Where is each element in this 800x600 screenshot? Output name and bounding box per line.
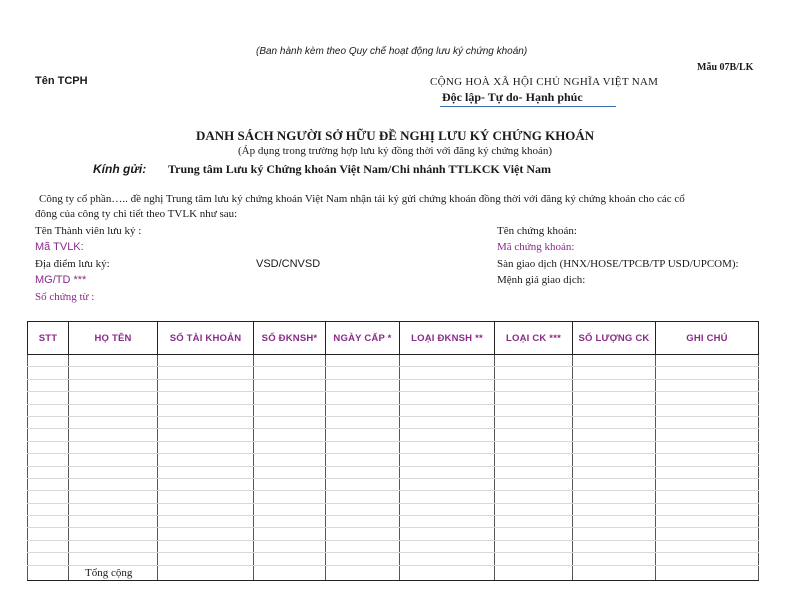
- table-row: [28, 478, 759, 490]
- table-cell: [69, 540, 158, 552]
- table-cell: [326, 379, 400, 391]
- table-cell: [69, 503, 158, 515]
- table-cell: [573, 454, 656, 466]
- table-cell: [400, 404, 495, 416]
- table-cell: [656, 392, 759, 404]
- col-header-loai-dknsh: LOẠI ĐKNSH **: [400, 322, 495, 355]
- table-cell: [254, 478, 326, 490]
- doc-number-field: Số chứng từ :: [35, 291, 95, 303]
- table-cell: [573, 540, 656, 552]
- table-cell: [28, 392, 69, 404]
- table-row: [28, 528, 759, 540]
- table-cell: [28, 553, 69, 565]
- table-row: [28, 454, 759, 466]
- table-cell: [495, 466, 573, 478]
- table-cell: [400, 441, 495, 453]
- recipient-name: Trung tâm Lưu ký Chứng khoán Việt Nam/Chi nhánh TTLKCK Việt Nam: [168, 162, 552, 176]
- total-row: [28, 565, 759, 580]
- table-cell: [656, 466, 759, 478]
- table-row: [28, 379, 759, 391]
- table-cell: [400, 553, 495, 565]
- table-cell: [495, 355, 573, 367]
- table-cell: [28, 528, 69, 540]
- table-cell: [254, 429, 326, 441]
- table-cell: [28, 516, 69, 528]
- table-cell: [158, 491, 254, 503]
- table-cell: [254, 392, 326, 404]
- table-cell: [69, 355, 158, 367]
- table-row: [28, 491, 759, 503]
- table-cell: [656, 379, 759, 391]
- table-row: [28, 553, 759, 565]
- table-row: [28, 540, 759, 552]
- table-cell: [254, 553, 326, 565]
- table-cell: [158, 503, 254, 515]
- table-cell: [158, 478, 254, 490]
- table-cell: [326, 454, 400, 466]
- col-header-ngay-cap: NGÀY CẤP *: [326, 322, 400, 355]
- table-cell: [400, 392, 495, 404]
- table-cell: [158, 540, 254, 552]
- table-cell: [573, 491, 656, 503]
- table-cell: [573, 404, 656, 416]
- table-cell: [254, 454, 326, 466]
- table-cell: [400, 454, 495, 466]
- table-cell: [28, 379, 69, 391]
- col-header-loai-ck: LOẠI CK ***: [495, 322, 573, 355]
- table-cell: [69, 379, 158, 391]
- table-cell: [254, 416, 326, 428]
- total-cell: [254, 565, 326, 580]
- table-cell: [69, 441, 158, 453]
- table-cell: [69, 516, 158, 528]
- table-cell: [28, 355, 69, 367]
- table-cell: [495, 540, 573, 552]
- table-cell: [573, 516, 656, 528]
- table-cell: [656, 404, 759, 416]
- table-cell: [158, 441, 254, 453]
- table-cell: [400, 429, 495, 441]
- table-cell: [400, 416, 495, 428]
- table-cell: [254, 491, 326, 503]
- table-cell: [28, 466, 69, 478]
- table-cell: [158, 416, 254, 428]
- table-cell: [326, 553, 400, 565]
- table-cell: [28, 540, 69, 552]
- table-row: [28, 441, 759, 453]
- table-cell: [400, 503, 495, 515]
- table-cell: [326, 429, 400, 441]
- table-cell: [158, 516, 254, 528]
- table-cell: [326, 404, 400, 416]
- table-cell: [656, 516, 759, 528]
- table-cell: [158, 355, 254, 367]
- table-cell: [326, 528, 400, 540]
- table-cell: [254, 503, 326, 515]
- mg-td-field: MG/TD ***: [35, 274, 87, 286]
- table-cell: [400, 367, 495, 379]
- table-cell: [573, 355, 656, 367]
- table-cell: [656, 367, 759, 379]
- table-cell: [326, 516, 400, 528]
- table-cell: [254, 540, 326, 552]
- table-cell: [495, 516, 573, 528]
- security-code-field: Mã chứng khoán:: [497, 241, 575, 253]
- table-cell: [158, 392, 254, 404]
- table-cell: [326, 466, 400, 478]
- table-cell: [495, 553, 573, 565]
- table-cell: [326, 441, 400, 453]
- table-cell: [400, 355, 495, 367]
- intro-line-1: Công ty cổ phần….. đề nghị Trung tâm lưu ký chứng khoán Việt Nam nhận tái ký gửi chứng khoán đồng thời với đăng ký chứng khoán cho các cổ: [39, 193, 685, 205]
- table-cell: [254, 404, 326, 416]
- table-cell: [573, 379, 656, 391]
- total-cell: [573, 565, 656, 580]
- table-cell: [158, 454, 254, 466]
- issuer-label: Tên TCPH: [35, 75, 88, 87]
- col-header-stt: STT: [28, 322, 69, 355]
- table-cell: [495, 379, 573, 391]
- table-cell: [495, 367, 573, 379]
- table-cell: [326, 392, 400, 404]
- table-cell: [28, 429, 69, 441]
- table-cell: [400, 379, 495, 391]
- par-value-field: Mệnh giá giao dịch:: [497, 274, 586, 286]
- table-cell: [573, 429, 656, 441]
- table-cell: [254, 367, 326, 379]
- security-name-field: Tên chứng khoán:: [497, 225, 577, 237]
- table-cell: [28, 491, 69, 503]
- table-row: [28, 429, 759, 441]
- table-cell: [656, 441, 759, 453]
- table-row: [28, 392, 759, 404]
- member-name-field: Tên Thành viên lưu ký :: [35, 225, 142, 237]
- table-cell: [158, 404, 254, 416]
- table-cell: [69, 553, 158, 565]
- table-row: [28, 466, 759, 478]
- recipient-label: Kính gửi:: [93, 162, 147, 176]
- total-cell: [400, 565, 495, 580]
- table-cell: [158, 367, 254, 379]
- table-cell: [69, 528, 158, 540]
- table-cell: [254, 516, 326, 528]
- table-cell: [400, 478, 495, 490]
- table-cell: [495, 429, 573, 441]
- table-row: [28, 355, 759, 367]
- total-cell: [158, 565, 254, 580]
- table-cell: [158, 466, 254, 478]
- table-cell: [254, 528, 326, 540]
- table-cell: [495, 404, 573, 416]
- member-code-field: Mã TVLK:: [35, 241, 84, 253]
- table-row: [28, 404, 759, 416]
- table-cell: [656, 454, 759, 466]
- table-cell: [254, 379, 326, 391]
- table-cell: [495, 454, 573, 466]
- shareholder-table: [27, 321, 759, 581]
- table-cell: [28, 454, 69, 466]
- total-cell: [495, 565, 573, 580]
- table-cell: [656, 429, 759, 441]
- table-cell: [326, 367, 400, 379]
- national-motto: Độc lập- Tự do- Hạnh phúc: [442, 90, 583, 104]
- table-cell: [573, 441, 656, 453]
- table-cell: [326, 355, 400, 367]
- table-row: [28, 516, 759, 528]
- table-cell: [28, 416, 69, 428]
- table-cell: [495, 416, 573, 428]
- table-cell: [254, 466, 326, 478]
- table-cell: [656, 355, 759, 367]
- table-cell: [158, 429, 254, 441]
- table-cell: [69, 404, 158, 416]
- table-cell: [573, 478, 656, 490]
- table-cell: [573, 392, 656, 404]
- table-cell: [495, 528, 573, 540]
- table-cell: [656, 540, 759, 552]
- table-cell: [656, 478, 759, 490]
- table-row: [28, 416, 759, 428]
- table-cell: [495, 478, 573, 490]
- table-cell: [573, 416, 656, 428]
- table-cell: [326, 503, 400, 515]
- table-cell: [495, 441, 573, 453]
- table-cell: [573, 553, 656, 565]
- table-cell: [573, 466, 656, 478]
- table-cell: [573, 367, 656, 379]
- table-cell: [656, 553, 759, 565]
- total-cell: [326, 565, 400, 580]
- table-cell: [158, 553, 254, 565]
- table-cell: [326, 478, 400, 490]
- table-cell: [495, 491, 573, 503]
- table-cell: [28, 503, 69, 515]
- motto-underline: [440, 106, 616, 107]
- table-cell: [28, 404, 69, 416]
- table-cell: [656, 528, 759, 540]
- total-label: Tổng cộng: [69, 565, 158, 580]
- document-subtitle: (Áp dụng trong trường hợp lưu ký đồng thời với đăng ký chứng khoán): [238, 145, 552, 157]
- table-cell: [69, 478, 158, 490]
- table-cell: [400, 528, 495, 540]
- table-cell: [573, 528, 656, 540]
- table-cell: [656, 416, 759, 428]
- col-header-so-dknsh: SỐ ĐKNSH*: [254, 322, 326, 355]
- table-cell: [326, 416, 400, 428]
- table-cell: [69, 416, 158, 428]
- table-row: [28, 503, 759, 515]
- col-header-so-luong-ck: SỐ LƯỢNG CK: [573, 322, 656, 355]
- table-cell: [28, 441, 69, 453]
- location-value: VSD/CNVSD: [256, 258, 321, 270]
- table-cell: [69, 367, 158, 379]
- table-row: [28, 367, 759, 379]
- table-cell: [158, 379, 254, 391]
- table-cell: [573, 503, 656, 515]
- table-cell: [69, 491, 158, 503]
- table-cell: [400, 491, 495, 503]
- total-cell: [656, 565, 759, 580]
- table-cell: [254, 355, 326, 367]
- table-cell: [326, 540, 400, 552]
- table-cell: [69, 466, 158, 478]
- exchange-field: Sàn giao dịch (HNX/HOSE/TPCB/TP USD/UPCOM):: [497, 258, 739, 270]
- table-cell: [656, 491, 759, 503]
- table-cell: [400, 516, 495, 528]
- table-cell: [495, 503, 573, 515]
- table-cell: [400, 540, 495, 552]
- table-cell: [495, 392, 573, 404]
- col-header-ho-ten: HỌ TÊN: [69, 322, 158, 355]
- table-cell: [69, 429, 158, 441]
- republic-heading: CỘNG HOÀ XÃ HỘI CHỦ NGHĨA VIỆT NAM: [430, 76, 659, 88]
- table-cell: [656, 503, 759, 515]
- location-field: Địa điểm lưu ký:: [35, 258, 110, 270]
- intro-line-2: đông của công ty chi tiết theo TVLK như sau:: [35, 208, 238, 220]
- table-cell: [69, 392, 158, 404]
- form-code: Mẫu 07B/LK: [697, 62, 754, 73]
- table-cell: [158, 528, 254, 540]
- table-cell: [254, 441, 326, 453]
- table-cell: [326, 491, 400, 503]
- document-title: DANH SÁCH NGƯỜI SỞ HỮU ĐỀ NGHỊ LƯU KÝ CHỨNG KHOÁN: [196, 128, 595, 143]
- col-header-so-tai-khoan: SỐ TÀI KHOẢN: [158, 322, 254, 355]
- table-cell: [28, 367, 69, 379]
- table-cell: [28, 478, 69, 490]
- table-cell: [69, 454, 158, 466]
- table-header-row: [28, 322, 759, 355]
- total-cell-stt: [28, 565, 69, 580]
- table-cell: [400, 466, 495, 478]
- col-header-ghi-chu: GHI CHÚ: [656, 322, 759, 355]
- issuance-note: (Ban hành kèm theo Quy chế hoạt động lưu ký chứng khoán): [256, 46, 528, 57]
